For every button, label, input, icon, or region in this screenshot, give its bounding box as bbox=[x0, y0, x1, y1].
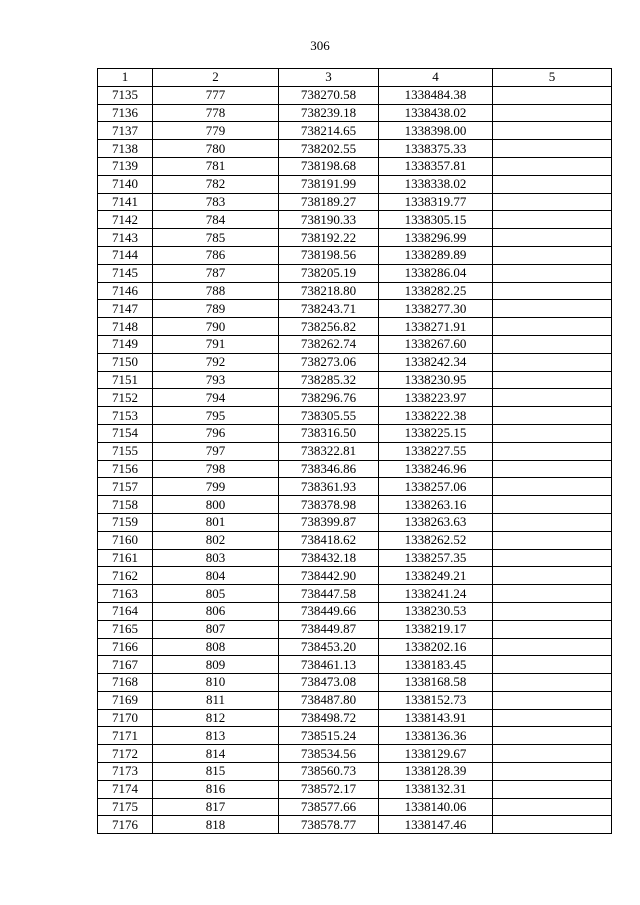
vertex-number-cell: 786 bbox=[153, 246, 279, 264]
y-coordinate-cell: 1338227.55 bbox=[379, 442, 493, 460]
note-cell bbox=[493, 745, 612, 763]
y-coordinate-cell: 1338129.67 bbox=[379, 745, 493, 763]
x-coordinate-cell: 738361.93 bbox=[279, 478, 379, 496]
x-coordinate-cell: 738498.72 bbox=[279, 709, 379, 727]
note-cell bbox=[493, 157, 612, 175]
note-cell bbox=[493, 353, 612, 371]
column-header-5: 5 bbox=[493, 69, 612, 87]
point-number-cell: 7147 bbox=[98, 300, 153, 318]
vertex-number-cell: 803 bbox=[153, 549, 279, 567]
x-coordinate-cell: 738534.56 bbox=[279, 745, 379, 763]
x-coordinate-cell: 738572.17 bbox=[279, 780, 379, 798]
table-row bbox=[98, 211, 612, 229]
x-coordinate-cell: 738270.58 bbox=[279, 86, 379, 104]
table-row bbox=[98, 442, 612, 460]
y-coordinate-cell: 1338319.77 bbox=[379, 193, 493, 211]
note-cell bbox=[493, 407, 612, 425]
point-number-cell: 7159 bbox=[98, 513, 153, 531]
y-coordinate-cell: 1338219.17 bbox=[379, 620, 493, 638]
vertex-number-cell: 794 bbox=[153, 389, 279, 407]
x-coordinate-cell: 738577.66 bbox=[279, 798, 379, 816]
note-cell bbox=[493, 620, 612, 638]
table-row bbox=[98, 335, 612, 353]
note-cell bbox=[493, 656, 612, 674]
vertex-number-cell: 812 bbox=[153, 709, 279, 727]
point-number-cell: 7173 bbox=[98, 763, 153, 781]
x-coordinate-cell: 738447.58 bbox=[279, 585, 379, 603]
x-coordinate-cell: 738399.87 bbox=[279, 513, 379, 531]
point-number-cell: 7165 bbox=[98, 620, 153, 638]
table-row bbox=[98, 691, 612, 709]
x-coordinate-cell: 738262.74 bbox=[279, 335, 379, 353]
x-coordinate-cell: 738192.22 bbox=[279, 229, 379, 247]
point-number-cell: 7169 bbox=[98, 691, 153, 709]
table-row bbox=[98, 567, 612, 585]
note-cell bbox=[493, 282, 612, 300]
y-coordinate-cell: 1338147.46 bbox=[379, 816, 493, 834]
vertex-number-cell: 783 bbox=[153, 193, 279, 211]
table-row bbox=[98, 122, 612, 140]
y-coordinate-cell: 1338305.15 bbox=[379, 211, 493, 229]
vertex-number-cell: 806 bbox=[153, 602, 279, 620]
vertex-number-cell: 787 bbox=[153, 264, 279, 282]
x-coordinate-cell: 738191.99 bbox=[279, 175, 379, 193]
note-cell bbox=[493, 513, 612, 531]
note-cell bbox=[493, 780, 612, 798]
y-coordinate-cell: 1338289.89 bbox=[379, 246, 493, 264]
point-number-cell: 7174 bbox=[98, 780, 153, 798]
note-cell bbox=[493, 175, 612, 193]
vertex-number-cell: 793 bbox=[153, 371, 279, 389]
table-row bbox=[98, 264, 612, 282]
point-number-cell: 7153 bbox=[98, 407, 153, 425]
y-coordinate-cell: 1338484.38 bbox=[379, 86, 493, 104]
vertex-number-cell: 791 bbox=[153, 335, 279, 353]
point-number-cell: 7158 bbox=[98, 496, 153, 514]
point-number-cell: 7140 bbox=[98, 175, 153, 193]
y-coordinate-cell: 1338375.33 bbox=[379, 140, 493, 158]
table-row bbox=[98, 656, 612, 674]
table-row bbox=[98, 318, 612, 336]
x-coordinate-cell: 738256.82 bbox=[279, 318, 379, 336]
note-cell bbox=[493, 389, 612, 407]
table-row bbox=[98, 246, 612, 264]
table-row bbox=[98, 282, 612, 300]
point-number-cell: 7156 bbox=[98, 460, 153, 478]
note-cell bbox=[493, 549, 612, 567]
x-coordinate-cell: 738198.68 bbox=[279, 157, 379, 175]
point-number-cell: 7170 bbox=[98, 709, 153, 727]
vertex-number-cell: 816 bbox=[153, 780, 279, 798]
table-row bbox=[98, 229, 612, 247]
note-cell bbox=[493, 674, 612, 692]
y-coordinate-cell: 1338152.73 bbox=[379, 691, 493, 709]
y-coordinate-cell: 1338296.99 bbox=[379, 229, 493, 247]
column-header-4: 4 bbox=[379, 69, 493, 87]
y-coordinate-cell: 1338357.81 bbox=[379, 157, 493, 175]
x-coordinate-cell: 738190.33 bbox=[279, 211, 379, 229]
table-row bbox=[98, 371, 612, 389]
vertex-number-cell: 800 bbox=[153, 496, 279, 514]
point-number-cell: 7145 bbox=[98, 264, 153, 282]
note-cell bbox=[493, 816, 612, 834]
x-coordinate-cell: 738449.66 bbox=[279, 602, 379, 620]
point-number-cell: 7148 bbox=[98, 318, 153, 336]
note-cell bbox=[493, 763, 612, 781]
table-row bbox=[98, 585, 612, 603]
vertex-number-cell: 810 bbox=[153, 674, 279, 692]
y-coordinate-cell: 1338249.21 bbox=[379, 567, 493, 585]
table-row bbox=[98, 549, 612, 567]
point-number-cell: 7136 bbox=[98, 104, 153, 122]
y-coordinate-cell: 1338263.16 bbox=[379, 496, 493, 514]
table-row bbox=[98, 780, 612, 798]
x-coordinate-cell: 738205.19 bbox=[279, 264, 379, 282]
y-coordinate-cell: 1338183.45 bbox=[379, 656, 493, 674]
note-cell bbox=[493, 602, 612, 620]
y-coordinate-cell: 1338271.91 bbox=[379, 318, 493, 336]
table-row bbox=[98, 407, 612, 425]
note-cell bbox=[493, 122, 612, 140]
point-number-cell: 7137 bbox=[98, 122, 153, 140]
note-cell bbox=[493, 264, 612, 282]
point-number-cell: 7168 bbox=[98, 674, 153, 692]
point-number-cell: 7139 bbox=[98, 157, 153, 175]
y-coordinate-cell: 1338286.04 bbox=[379, 264, 493, 282]
vertex-number-cell: 815 bbox=[153, 763, 279, 781]
coordinates-table bbox=[97, 68, 612, 834]
vertex-number-cell: 811 bbox=[153, 691, 279, 709]
table-row bbox=[98, 763, 612, 781]
table-row bbox=[98, 193, 612, 211]
vertex-number-cell: 801 bbox=[153, 513, 279, 531]
x-coordinate-cell: 738442.90 bbox=[279, 567, 379, 585]
vertex-number-cell: 805 bbox=[153, 585, 279, 603]
table-row bbox=[98, 353, 612, 371]
y-coordinate-cell: 1338225.15 bbox=[379, 424, 493, 442]
column-header-1: 1 bbox=[98, 69, 153, 87]
y-coordinate-cell: 1338257.06 bbox=[379, 478, 493, 496]
table-row bbox=[98, 104, 612, 122]
table-row bbox=[98, 816, 612, 834]
point-number-cell: 7161 bbox=[98, 549, 153, 567]
vertex-number-cell: 809 bbox=[153, 656, 279, 674]
vertex-number-cell: 797 bbox=[153, 442, 279, 460]
y-coordinate-cell: 1338202.16 bbox=[379, 638, 493, 656]
table-row bbox=[98, 531, 612, 549]
vertex-number-cell: 813 bbox=[153, 727, 279, 745]
x-coordinate-cell: 738515.24 bbox=[279, 727, 379, 745]
note-cell bbox=[493, 246, 612, 264]
table-row bbox=[98, 602, 612, 620]
vertex-number-cell: 804 bbox=[153, 567, 279, 585]
table-header-row bbox=[98, 69, 612, 87]
note-cell bbox=[493, 193, 612, 211]
vertex-number-cell: 785 bbox=[153, 229, 279, 247]
note-cell bbox=[493, 318, 612, 336]
table-row bbox=[98, 478, 612, 496]
y-coordinate-cell: 1338398.00 bbox=[379, 122, 493, 140]
x-coordinate-cell: 738578.77 bbox=[279, 816, 379, 834]
vertex-number-cell: 789 bbox=[153, 300, 279, 318]
vertex-number-cell: 802 bbox=[153, 531, 279, 549]
table-row bbox=[98, 175, 612, 193]
table-row bbox=[98, 674, 612, 692]
table-row bbox=[98, 424, 612, 442]
vertex-number-cell: 796 bbox=[153, 424, 279, 442]
vertex-number-cell: 779 bbox=[153, 122, 279, 140]
vertex-number-cell: 817 bbox=[153, 798, 279, 816]
note-cell bbox=[493, 140, 612, 158]
point-number-cell: 7152 bbox=[98, 389, 153, 407]
x-coordinate-cell: 738305.55 bbox=[279, 407, 379, 425]
point-number-cell: 7155 bbox=[98, 442, 153, 460]
x-coordinate-cell: 738198.56 bbox=[279, 246, 379, 264]
table-row bbox=[98, 638, 612, 656]
y-coordinate-cell: 1338338.02 bbox=[379, 175, 493, 193]
vertex-number-cell: 798 bbox=[153, 460, 279, 478]
table-body bbox=[98, 86, 612, 833]
note-cell bbox=[493, 638, 612, 656]
x-coordinate-cell: 738322.81 bbox=[279, 442, 379, 460]
note-cell bbox=[493, 104, 612, 122]
x-coordinate-cell: 738487.80 bbox=[279, 691, 379, 709]
x-coordinate-cell: 738418.62 bbox=[279, 531, 379, 549]
vertex-number-cell: 790 bbox=[153, 318, 279, 336]
note-cell bbox=[493, 229, 612, 247]
vertex-number-cell: 784 bbox=[153, 211, 279, 229]
note-cell bbox=[493, 496, 612, 514]
point-number-cell: 7163 bbox=[98, 585, 153, 603]
x-coordinate-cell: 738214.65 bbox=[279, 122, 379, 140]
y-coordinate-cell: 1338230.95 bbox=[379, 371, 493, 389]
vertex-number-cell: 781 bbox=[153, 157, 279, 175]
vertex-number-cell: 808 bbox=[153, 638, 279, 656]
vertex-number-cell: 777 bbox=[153, 86, 279, 104]
y-coordinate-cell: 1338140.06 bbox=[379, 798, 493, 816]
point-number-cell: 7164 bbox=[98, 602, 153, 620]
y-coordinate-cell: 1338246.96 bbox=[379, 460, 493, 478]
vertex-number-cell: 778 bbox=[153, 104, 279, 122]
table-row bbox=[98, 709, 612, 727]
y-coordinate-cell: 1338241.24 bbox=[379, 585, 493, 603]
point-number-cell: 7135 bbox=[98, 86, 153, 104]
point-number-cell: 7157 bbox=[98, 478, 153, 496]
note-cell bbox=[493, 460, 612, 478]
table-row bbox=[98, 620, 612, 638]
y-coordinate-cell: 1338136.36 bbox=[379, 727, 493, 745]
x-coordinate-cell: 738273.06 bbox=[279, 353, 379, 371]
point-number-cell: 7138 bbox=[98, 140, 153, 158]
table-row bbox=[98, 389, 612, 407]
x-coordinate-cell: 738316.50 bbox=[279, 424, 379, 442]
y-coordinate-cell: 1338263.63 bbox=[379, 513, 493, 531]
vertex-number-cell: 795 bbox=[153, 407, 279, 425]
x-coordinate-cell: 738432.18 bbox=[279, 549, 379, 567]
x-coordinate-cell: 738473.08 bbox=[279, 674, 379, 692]
point-number-cell: 7144 bbox=[98, 246, 153, 264]
note-cell bbox=[493, 335, 612, 353]
note-cell bbox=[493, 709, 612, 727]
table-row bbox=[98, 140, 612, 158]
point-number-cell: 7160 bbox=[98, 531, 153, 549]
table-row bbox=[98, 727, 612, 745]
vertex-number-cell: 814 bbox=[153, 745, 279, 763]
y-coordinate-cell: 1338222.38 bbox=[379, 407, 493, 425]
y-coordinate-cell: 1338438.02 bbox=[379, 104, 493, 122]
note-cell bbox=[493, 371, 612, 389]
point-number-cell: 7171 bbox=[98, 727, 153, 745]
x-coordinate-cell: 738296.76 bbox=[279, 389, 379, 407]
point-number-cell: 7175 bbox=[98, 798, 153, 816]
x-coordinate-cell: 738449.87 bbox=[279, 620, 379, 638]
point-number-cell: 7151 bbox=[98, 371, 153, 389]
note-cell bbox=[493, 567, 612, 585]
table-row bbox=[98, 513, 612, 531]
note-cell bbox=[493, 478, 612, 496]
note-cell bbox=[493, 798, 612, 816]
point-number-cell: 7176 bbox=[98, 816, 153, 834]
point-number-cell: 7162 bbox=[98, 567, 153, 585]
page-number: 306 bbox=[310, 38, 330, 53]
note-cell bbox=[493, 727, 612, 745]
point-number-cell: 7172 bbox=[98, 745, 153, 763]
y-coordinate-cell: 1338128.39 bbox=[379, 763, 493, 781]
x-coordinate-cell: 738560.73 bbox=[279, 763, 379, 781]
point-number-cell: 7142 bbox=[98, 211, 153, 229]
point-number-cell: 7150 bbox=[98, 353, 153, 371]
y-coordinate-cell: 1338132.31 bbox=[379, 780, 493, 798]
note-cell bbox=[493, 691, 612, 709]
y-coordinate-cell: 1338143.91 bbox=[379, 709, 493, 727]
x-coordinate-cell: 738453.20 bbox=[279, 638, 379, 656]
y-coordinate-cell: 1338267.60 bbox=[379, 335, 493, 353]
column-header-2: 2 bbox=[153, 69, 279, 87]
y-coordinate-cell: 1338242.34 bbox=[379, 353, 493, 371]
x-coordinate-cell: 738461.13 bbox=[279, 656, 379, 674]
note-cell bbox=[493, 531, 612, 549]
vertex-number-cell: 788 bbox=[153, 282, 279, 300]
note-cell bbox=[493, 424, 612, 442]
x-coordinate-cell: 738346.86 bbox=[279, 460, 379, 478]
note-cell bbox=[493, 300, 612, 318]
x-coordinate-cell: 738202.55 bbox=[279, 140, 379, 158]
note-cell bbox=[493, 86, 612, 104]
table-row bbox=[98, 300, 612, 318]
vertex-number-cell: 807 bbox=[153, 620, 279, 638]
table-row bbox=[98, 496, 612, 514]
y-coordinate-cell: 1338230.53 bbox=[379, 602, 493, 620]
x-coordinate-cell: 738378.98 bbox=[279, 496, 379, 514]
x-coordinate-cell: 738239.18 bbox=[279, 104, 379, 122]
table-row bbox=[98, 798, 612, 816]
column-header-3: 3 bbox=[279, 69, 379, 87]
vertex-number-cell: 799 bbox=[153, 478, 279, 496]
y-coordinate-cell: 1338223.97 bbox=[379, 389, 493, 407]
table-row bbox=[98, 86, 612, 104]
x-coordinate-cell: 738218.80 bbox=[279, 282, 379, 300]
x-coordinate-cell: 738243.71 bbox=[279, 300, 379, 318]
y-coordinate-cell: 1338257.35 bbox=[379, 549, 493, 567]
table-row bbox=[98, 157, 612, 175]
vertex-number-cell: 792 bbox=[153, 353, 279, 371]
y-coordinate-cell: 1338168.58 bbox=[379, 674, 493, 692]
point-number-cell: 7166 bbox=[98, 638, 153, 656]
note-cell bbox=[493, 211, 612, 229]
y-coordinate-cell: 1338277.30 bbox=[379, 300, 493, 318]
x-coordinate-cell: 738189.27 bbox=[279, 193, 379, 211]
table-row bbox=[98, 460, 612, 478]
point-number-cell: 7154 bbox=[98, 424, 153, 442]
point-number-cell: 7146 bbox=[98, 282, 153, 300]
table-row bbox=[98, 745, 612, 763]
point-number-cell: 7141 bbox=[98, 193, 153, 211]
note-cell bbox=[493, 442, 612, 460]
x-coordinate-cell: 738285.32 bbox=[279, 371, 379, 389]
vertex-number-cell: 782 bbox=[153, 175, 279, 193]
point-number-cell: 7143 bbox=[98, 229, 153, 247]
point-number-cell: 7149 bbox=[98, 335, 153, 353]
point-number-cell: 7167 bbox=[98, 656, 153, 674]
note-cell bbox=[493, 585, 612, 603]
vertex-number-cell: 818 bbox=[153, 816, 279, 834]
y-coordinate-cell: 1338262.52 bbox=[379, 531, 493, 549]
vertex-number-cell: 780 bbox=[153, 140, 279, 158]
y-coordinate-cell: 1338282.25 bbox=[379, 282, 493, 300]
